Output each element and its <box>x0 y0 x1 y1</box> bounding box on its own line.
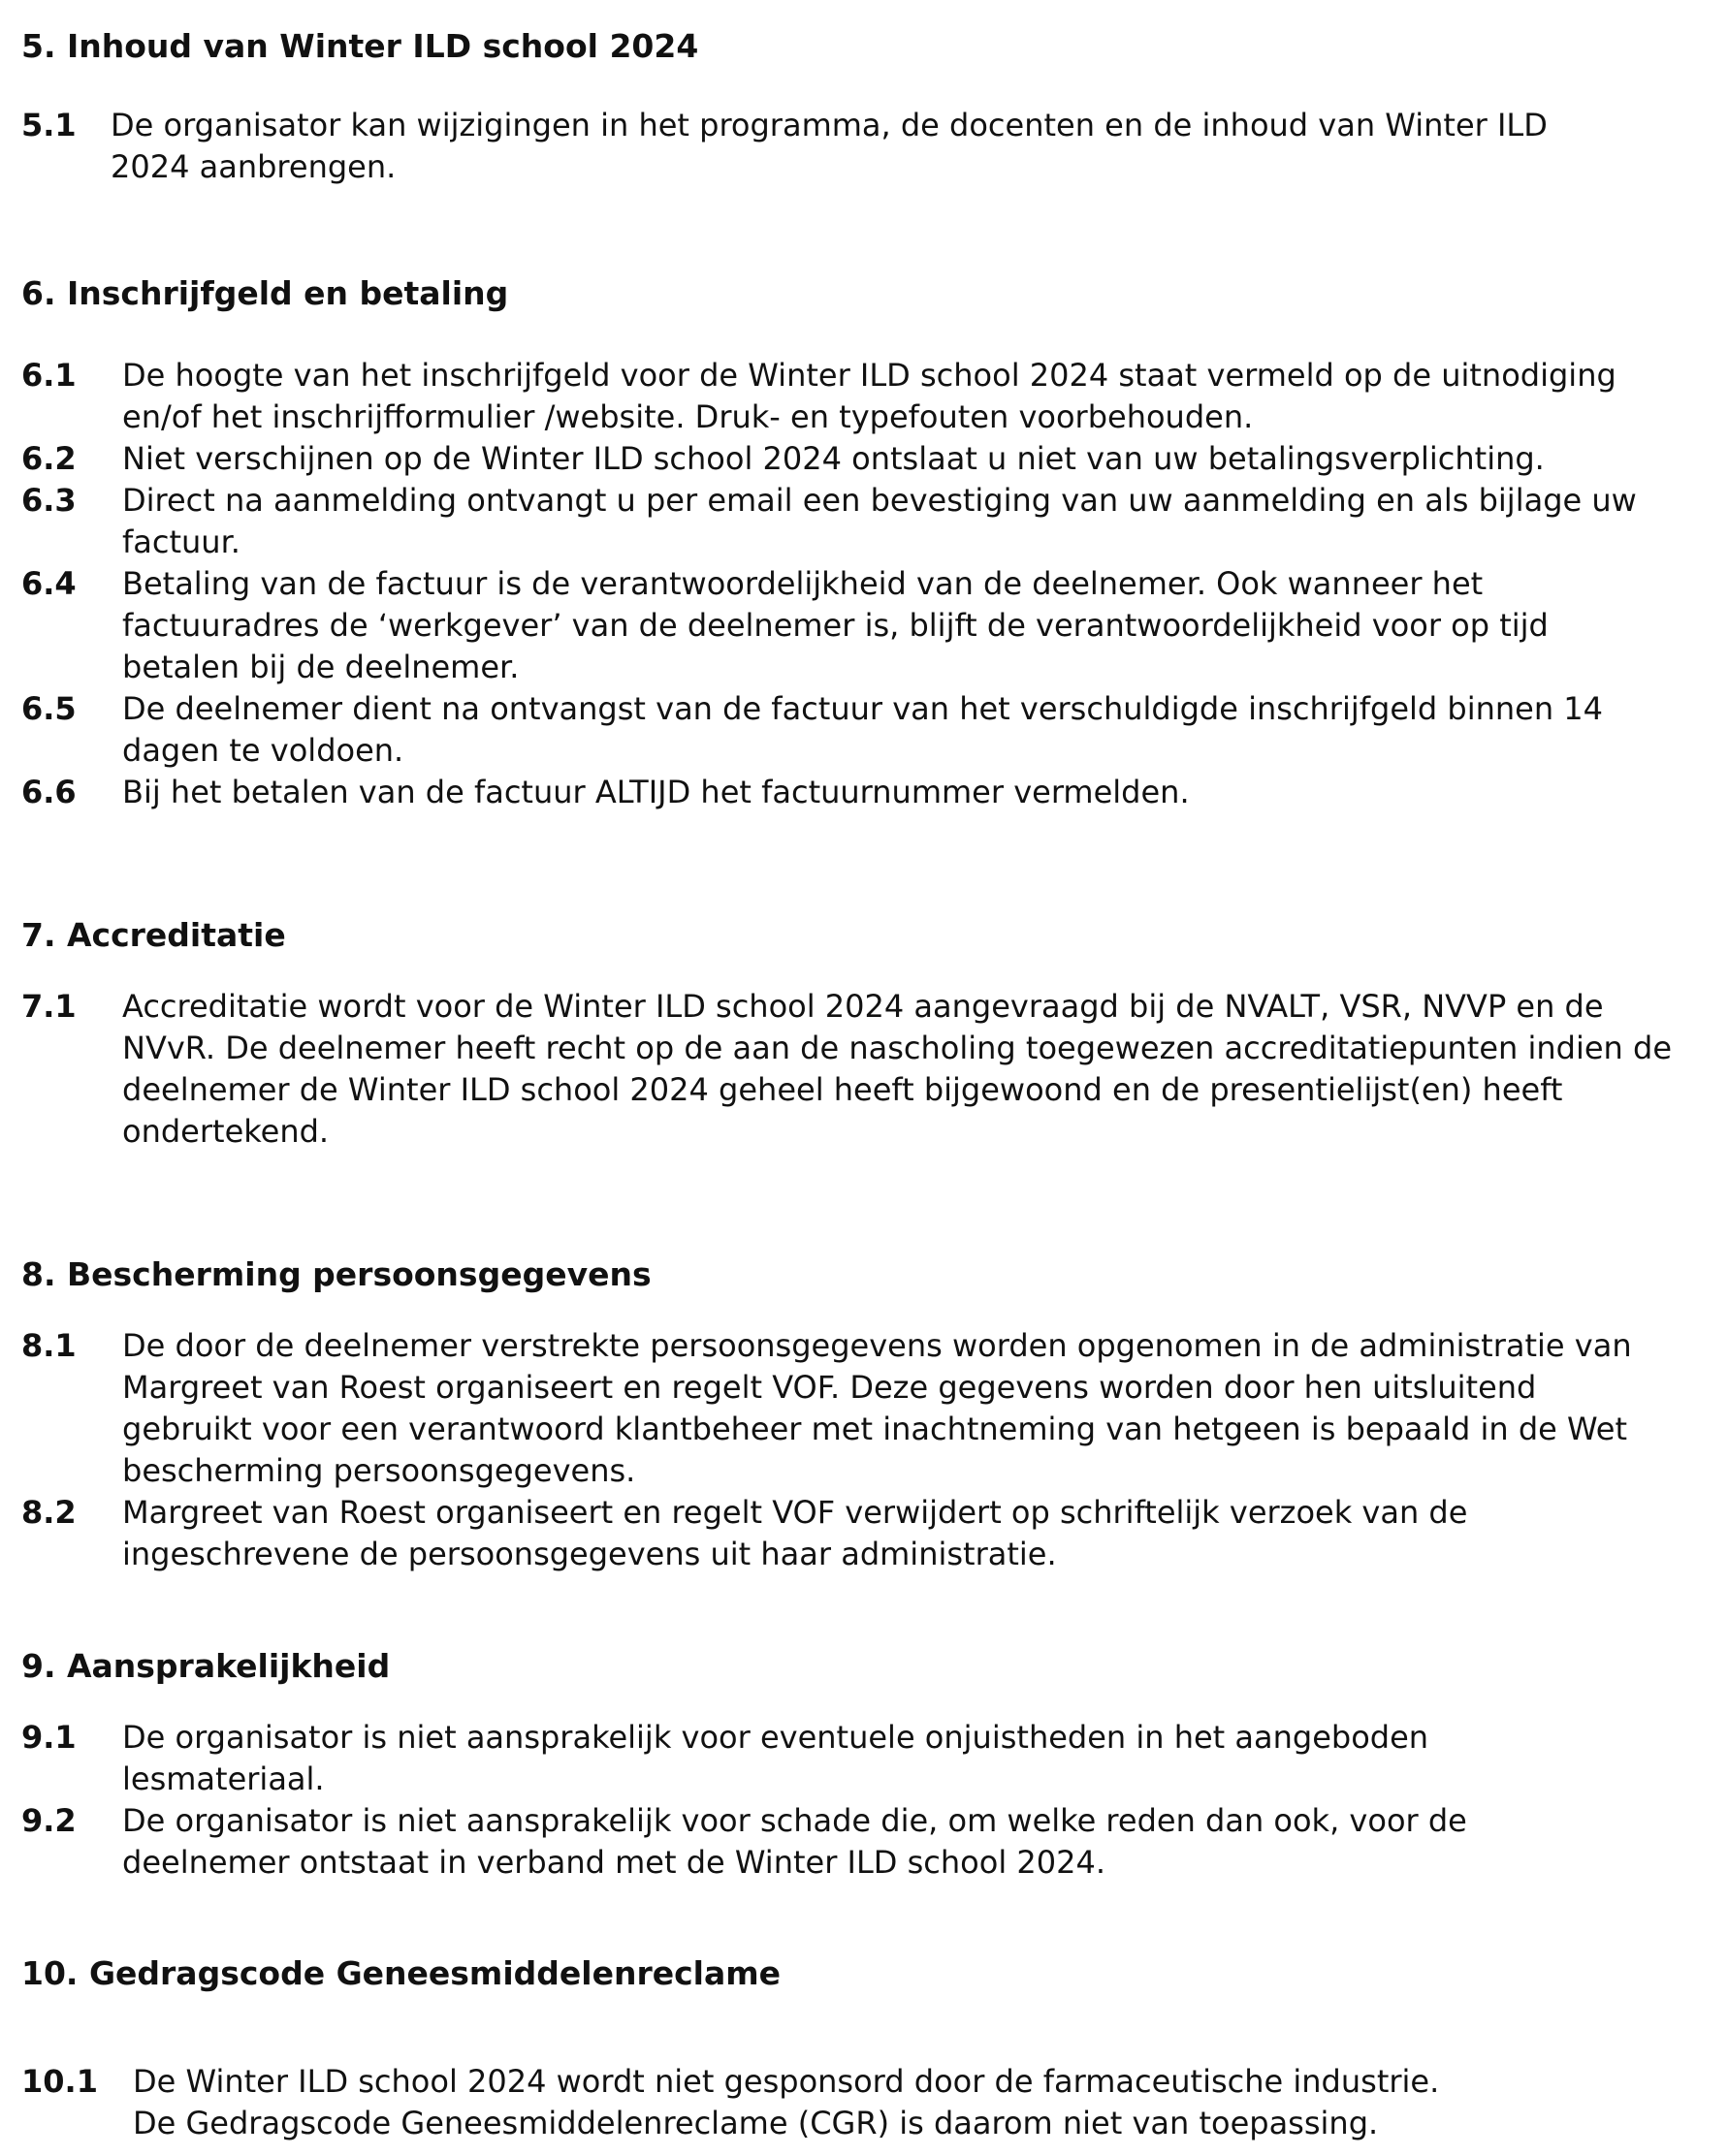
section-heading-8: 8. Bescherming persoonsgegevens <box>21 1255 652 1293</box>
clause-number: 7.1 <box>21 988 77 1025</box>
clause-text: Betaling van de factuur is de verantwoordelijkheid van de deelnemer. Ook wanneer het factuuradres de ‘werkgever’ van de deelnemer is, blijft de verantwoordelijkheid voor op tijd betalen bij de deelnemer. <box>122 565 1549 685</box>
clause-number: 9.2 <box>21 1802 77 1839</box>
clause-text: De organisator kan wijzigingen in het programma, de docenten en de inhoud van Winter ILD 2024 aanbrengen. <box>111 107 1548 185</box>
clause-text: De Winter ILD school 2024 wordt niet gesponsord door de farmaceutische industrie. De Gedragscode Geneesmiddelenreclame (CGR) is daarom niet van toepassing. <box>133 2063 1440 2141</box>
clause-number: 6.4 <box>21 565 77 602</box>
clause-number: 5.1 <box>21 107 77 143</box>
clause-text: Bij het betalen van de factuur ALTIJD het factuurnummer vermelden. <box>122 774 1190 810</box>
clause-number: 6.5 <box>21 690 77 727</box>
clause-number: 8.1 <box>21 1327 77 1364</box>
clause-number: 6.2 <box>21 440 77 477</box>
clause-number: 9.1 <box>21 1719 77 1756</box>
clause-number: 6.6 <box>21 774 77 810</box>
section-heading-5: 5. Inhoud van Winter ILD school 2024 <box>21 27 699 65</box>
clause-text: De deelnemer dient na ontvangst van de factuur van het verschuldigde inschrijfgeld binnen 14 dagen te voldoen. <box>122 690 1603 769</box>
clause-text: Margreet van Roest organiseert en regelt VOF verwijdert op schriftelijk verzoek van de ingeschrevene de persoonsgegevens uit haar administratie. <box>122 1494 1468 1572</box>
section-heading-7: 7. Accreditatie <box>21 916 286 954</box>
clause-text: De organisator is niet aansprakelijk voor eventuele onjuistheden in het aangeboden lesmateriaal. <box>122 1719 1429 1797</box>
section-heading-6: 6. Inschrijfgeld en betaling <box>21 274 509 312</box>
clause-number: 6.1 <box>21 357 77 394</box>
clause-text: Accreditatie wordt voor de Winter ILD school 2024 aangevraagd bij de NVALT, VSR, NVVP en de NVvR. De deelnemer heeft recht op de aan de nascholing toegewezen accreditatiepunten indien de deelnemer de Winter ILD school 2024 geheel heeft bijgewoond en de presentielijst(en) heeft ondertekend. <box>122 988 1672 1150</box>
clause-number: 6.3 <box>21 482 77 519</box>
clause-number: 10.1 <box>21 2063 98 2100</box>
section-heading-9: 9. Aansprakelijkheid <box>21 1647 391 1685</box>
clause-number: 8.2 <box>21 1494 77 1531</box>
clause-text: De organisator is niet aansprakelijk voor schade die, om welke reden dan ook, voor de deelnemer ontstaat in verband met de Winter ILD school 2024. <box>122 1802 1467 1881</box>
clause-text: De hoogte van het inschrijfgeld voor de Winter ILD school 2024 staat vermeld op de uitnodiging en/of het inschrijfformulier /website. Druk- en typefouten voorbehouden. <box>122 357 1616 435</box>
clause-text: De door de deelnemer verstrekte persoonsgegevens worden opgenomen in de administratie van Margreet van Roest organiseert en regelt VOF. Deze gegevens worden door hen uitsluitend gebruikt voor een verantwoord klantbeheer met inachtneming van hetgeen is bepaald in de Wet bescherming persoonsgegevens. <box>122 1327 1632 1489</box>
section-heading-10: 10. Gedragscode Geneesmiddelenreclame <box>21 1954 782 1992</box>
clause-text: Direct na aanmelding ontvangt u per email een bevestiging van uw aanmelding en als bijlage uw factuur. <box>122 482 1637 560</box>
clause-text: Niet verschijnen op de Winter ILD school 2024 ontslaat u niet van uw betalingsverplichting. <box>122 440 1545 477</box>
